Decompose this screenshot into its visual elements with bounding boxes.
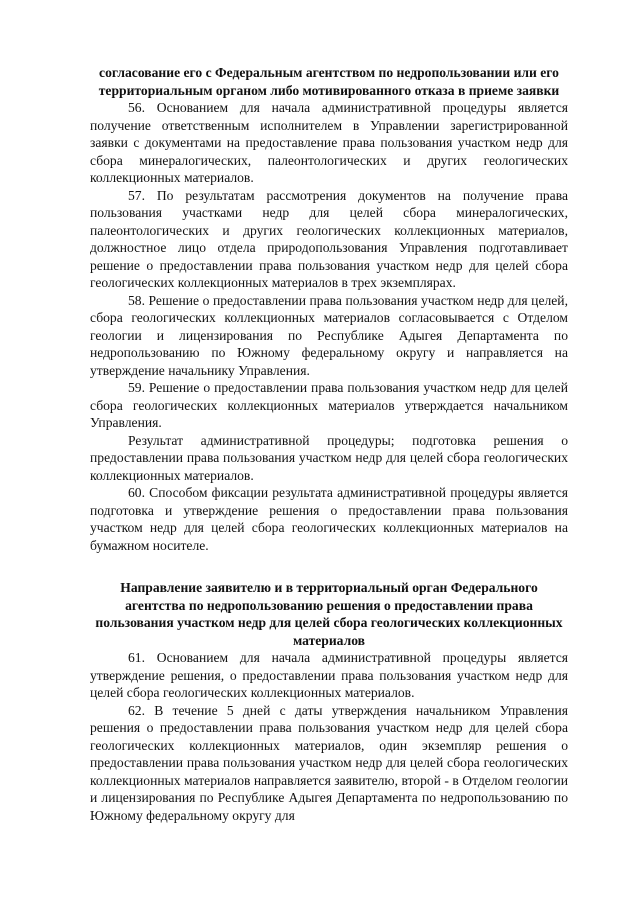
paragraph-62: 62. В течение 5 дней с даты утверждения начальником Управления решения о предоставлении права пользования участком недр для целей сбора геологических коллекционных материалов, один экземпляр решения о предоставлении права пользования участком недр для целей сбора геологических коллекционных материалов направляется заявителю, второй - в Отделом геологии и лицензирования по Республике Адыгея Департамента по недропользованию по Южному федеральному округу для	[90, 702, 568, 823]
section-heading: согласование его с Федеральным агентством по недропользовании или его территориальным органом либо мотивированного отказа в приеме заявки	[98, 65, 560, 98]
paragraph-60: 60. Способом фиксации результата административной процедуры является подготовка и утверждение решения о предоставлении права пользования участком недр для целей сбора геологических коллекционных материалов на бумажном носителе.	[90, 485, 568, 553]
section-heading-2: Направление заявителю и в территориальный орган Федерального агентства по недропользованию решения о предоставлении права пользования участком недр для целей сбора геологических коллекционных материалов	[95, 580, 563, 648]
paragraph-56: 56. Основанием для начала административной процедуры является получение ответственным исполнителем в Управлении зарегистрированной заявки с документами на предоставление права пользования участком недр для сбора минералогических, палеонтологических и других геологических коллекционных материалов.	[90, 100, 568, 185]
paragraph-result: Результат административной процедуры; подготовка решения о предоставлении права пользования участком недр для целей сбора геологических коллекционных материалов.	[90, 432, 568, 483]
paragraph-58: 58. Решение о предоставлении права пользования участком недр для целей, сбора геологических коллекционных материалов согласовывается с Отделом геологии и лицензирования по Республике Адыгея Департамента по недропользованию по Южному федеральному округу и направляется на утверждение начальнику Управления.	[90, 292, 568, 378]
paragraph-61: 61. Основанием для начала административной процедуры является утверждение решения, о предоставлении права пользования участком недр для целей сбора геологических коллекционных материалов.	[90, 650, 568, 700]
document-page	[90, 64, 568, 824]
paragraph-57: 57. По результатам рассмотрения документов на получение права пользования участками недр для целей сбора минералогических, палеонтологических и других геологических коллекционных материалов, должностное лицо отдела природопользования Управления подготавливает решение о предоставлении права пользования участком недр для целей сбора геологических коллекционных материалов в трех экземплярах.	[90, 187, 568, 290]
paragraph-59: 59. Решение о предоставлении права пользования участком недр для целей сбора геологических коллекционных материалов утверждается начальником Управления.	[90, 380, 568, 430]
